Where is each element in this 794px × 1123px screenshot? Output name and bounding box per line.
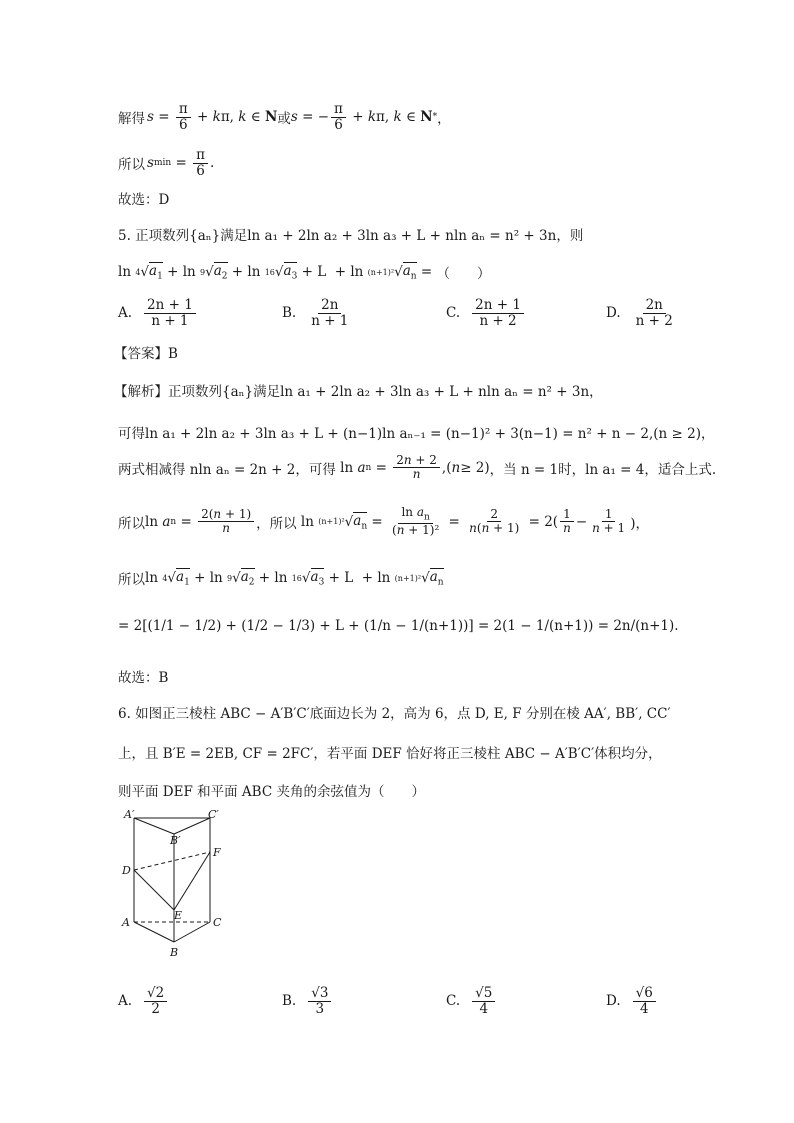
q6-option-d[interactable]: D. $\frac{√6}{4}$ [606, 986, 658, 1017]
q5-analysis-4: 所以 ln a n = $\frac{2(n + 1)}{n}$ ，所以 ln (n+1)² √ $a_n$ = $\frac{\ln a_n}{\text{(n + 1)²}}$ = $\frac{2}{n(n + 1)}$ = 2( $\frac{1}{n}$ − $\frac{1}{n + 1}$ )， [118, 505, 649, 538]
label-a-prime: A′ [124, 808, 135, 821]
solve-line: 解得 s = $\frac{\pi}{6}$ + k π, k ∈ N 或 s = − $\frac{\pi}{6}$ + k π, k ∈ N * ， [118, 101, 451, 133]
q5-option-d[interactable]: D. $\frac{2n}{n + 2}$ [606, 297, 673, 329]
q5-expression: ln 4 √ $a_1$ + ln 9 √ $a_2$ + ln 16 √ $a_3$ + L + ln (n+1)² √ $a_n$ = （ ） [118, 263, 491, 282]
q5-option-c[interactable]: C. $\frac{2n + 1}{n + 2}$ [446, 298, 526, 329]
min-line: 所以 s min = $\frac{\pi}{6}$ . [118, 147, 215, 179]
q5-analysis-6: = 2[(1/1 − 1/2) + (1/2 − 1/3) + L + (1/n − 1/(n+1))] = 2(1 − 1/(n+1)) = 2n/(n+1). [118, 618, 679, 634]
q5-option-a[interactable]: A. $\frac{2n + 1}{n + 1}$ [118, 298, 198, 329]
q5-answer: 【答案】B [114, 346, 178, 362]
q5-stem: 5. 正项数列{aₙ}满足ln a₁ + 2ln a₂ + 3ln a₃ + L + nln aₙ = n² + 3n，则 [118, 228, 584, 244]
q5-paren: （ ） [436, 266, 491, 282]
q6-line-3: 则平面 DEF 和平面 ABC 夹角的余弦值为（ ） [118, 784, 425, 800]
label-a: A [122, 916, 130, 929]
min-prefix: 所以 [118, 157, 145, 174]
q6-line-2: 上，且 B′E = 2EB, CF = 2FC′，若平面 DEF 恰好将正三棱柱 ABC − A′B′C′体积均分， [118, 746, 662, 762]
label-c: C [213, 916, 222, 929]
q5-analysis-5: 所以 ln 4 √ $a_1$ + ln 9 √ $a_2$ + ln 16 √ $a_3$ + L + ln (n+1)² √ $a_n$ [118, 569, 444, 588]
solve-or: 或 [277, 111, 291, 128]
q5-analysis-head: 【解析】正项数列{aₙ}满足ln a₁ + 2ln a₂ + 3ln a₃ + L + nln aₙ = n² + 3n， [114, 384, 603, 400]
choice-q4: 故选：D [118, 192, 170, 208]
solve-end: ， [437, 111, 451, 128]
label-b: B [170, 946, 179, 959]
fraction: $\frac{\pi}{6}$ [331, 102, 346, 133]
q6-option-a[interactable]: A. $\frac{√2}{2}$ [118, 986, 169, 1017]
q5-choice: 故选：B [118, 670, 169, 686]
fraction: $\frac{\pi}{6}$ [193, 148, 208, 179]
prism-figure [112, 808, 232, 966]
fraction: $\frac{\pi}{6}$ [176, 102, 191, 133]
label-b-prime: B′ [170, 834, 181, 847]
label-c-prime: C′ [208, 808, 219, 821]
q6-option-b[interactable]: B. $\frac{√3}{3}$ [282, 986, 333, 1017]
q6-line-1: 6. 如图正三棱柱 ABC − A′B′C′底面边长为 2，高为 6，点 D, E, F 分别在棱 AA′, BB′, CC′ [118, 706, 671, 722]
q6-option-c[interactable]: C. $\frac{√5}{4}$ [446, 986, 497, 1017]
q5-analysis-3: 两式相减得 nln aₙ = 2n + 2，可得 ln a n = $\frac{2n + 2}{n}$ ,( n ≥ 2) ，当 n = 1时，ln a₁ = 4，适合上式. [118, 453, 717, 482]
q5-option-b[interactable]: B. $\frac{2n}{n + 1}$ [282, 297, 349, 329]
solve-prefix: 解得 [118, 111, 145, 128]
q5-analysis-2: 可得ln a₁ + 2ln a₂ + 3ln a₃ + L + (n−1)ln aₙ₋₁ = (n−1)² + 3(n−1) = n² + n − 2,(n ≥ 2)， [118, 426, 715, 442]
label-f: F [213, 846, 221, 859]
label-d: D [122, 864, 131, 877]
label-e: E [174, 909, 183, 922]
